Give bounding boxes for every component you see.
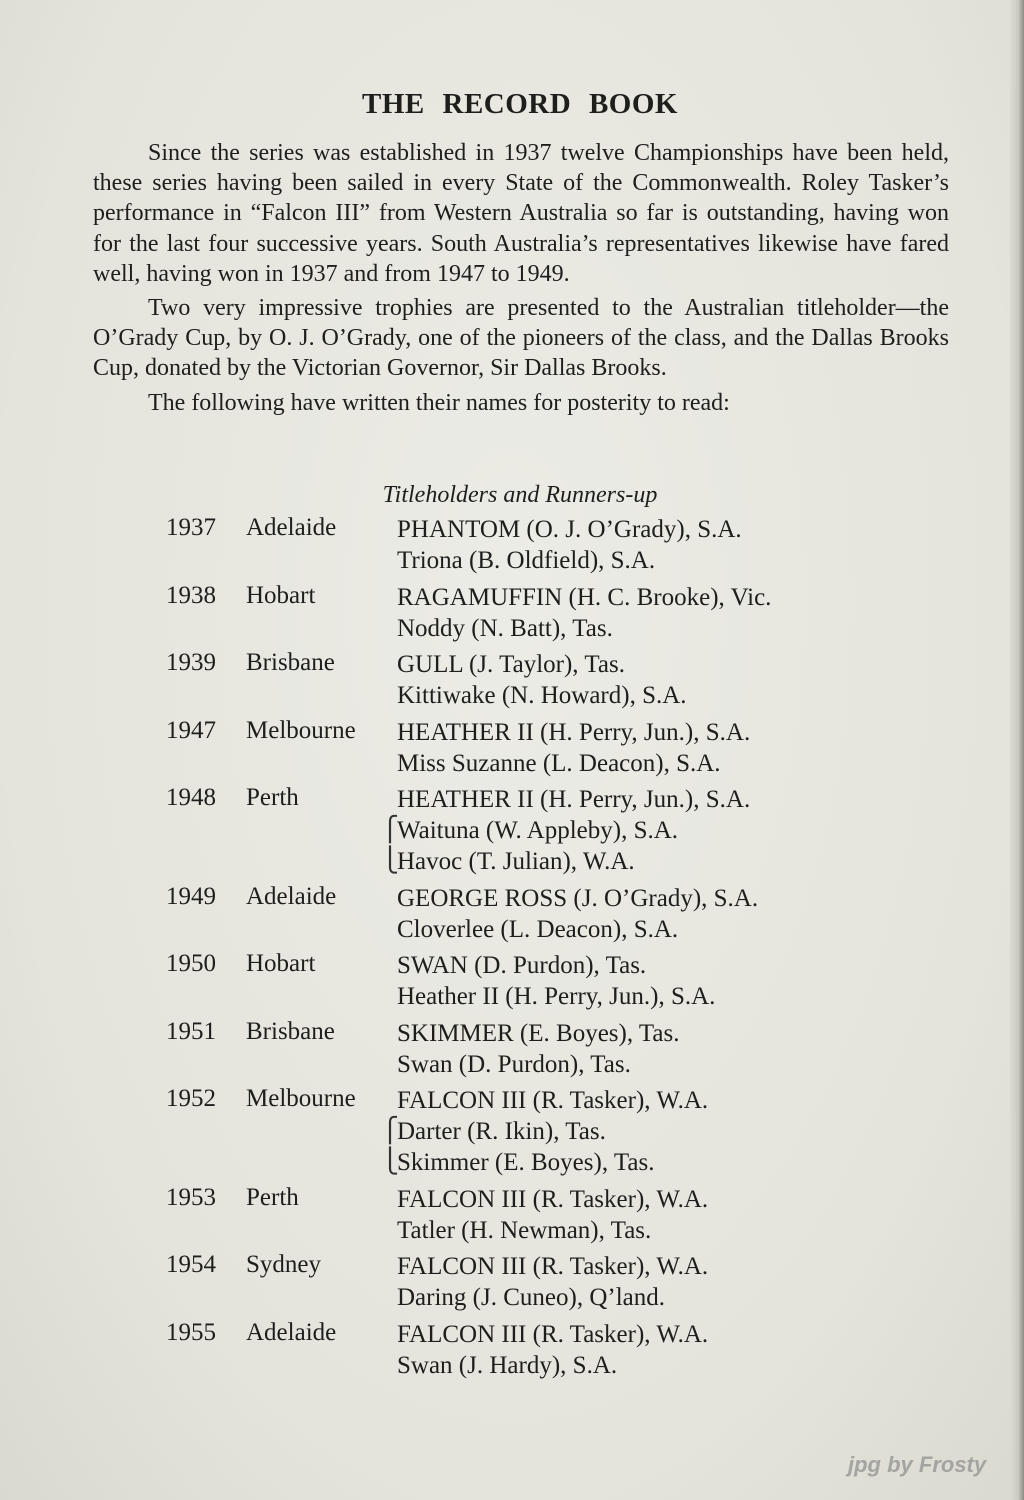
titleholder [397, 883, 886, 914]
record-year: 1950 [166, 950, 216, 977]
record-entries [397, 582, 886, 644]
entry-text: FALCON III (R. Tasker), W.A. [397, 1320, 709, 1348]
runner-up [397, 1350, 886, 1381]
record-entries [397, 1251, 886, 1313]
runner-up [397, 914, 886, 945]
record-year: 1948 [166, 784, 216, 811]
runner-up [397, 1215, 886, 1246]
titleholder [397, 1085, 886, 1116]
paragraph: The following have written their names for posterity to read: [148, 389, 730, 416]
record-row [166, 1184, 886, 1246]
entry-text: Cloverlee (L. Deacon), S.A. [397, 915, 679, 943]
record-row [166, 649, 886, 711]
record-year: 1949 [166, 882, 216, 910]
record-row [166, 784, 886, 877]
record-row [166, 1018, 886, 1080]
entry-text: GULL (J. Taylor), Tas. [397, 651, 625, 678]
page-title: THE RECORD BOOK [362, 88, 678, 120]
record-city: Adelaide [246, 514, 337, 541]
entry-text: FALCON III (R. Tasker), W.A. [397, 1087, 709, 1114]
record-year: 1939 [166, 649, 216, 676]
entry-text: Skimmer (E. Boyes), Tas. [397, 1149, 655, 1176]
titleholder [397, 1319, 886, 1350]
watermark: jpg by Frosty [848, 1452, 987, 1477]
records-table [166, 514, 886, 1386]
record-row [166, 1085, 886, 1178]
record-city: Sydney [246, 1251, 321, 1278]
entry-text: PHANTOM (O. J. O’Grady), S.A. [397, 516, 742, 543]
record-city: Perth [246, 1183, 299, 1211]
brace-mark: ⎩ [381, 848, 399, 874]
record-entries [381, 784, 886, 877]
record-entries [397, 649, 886, 711]
runner-up [397, 1282, 886, 1313]
record-row [166, 950, 886, 1012]
titleholder [397, 1018, 886, 1049]
runner-up [397, 613, 886, 644]
record-entries [397, 1184, 886, 1246]
record-row [166, 883, 886, 945]
entry-text: Waituna (W. Appleby), S.A. [397, 817, 679, 844]
entry-text: Kittiwake (N. Howard), S.A. [397, 682, 687, 709]
brace-mark: ⎧ [381, 1118, 399, 1144]
brace-mark: ⎩ [381, 1149, 399, 1175]
record-row [166, 514, 886, 576]
entry-text: Swan (J. Hardy), S.A. [397, 1351, 618, 1379]
record-entries [397, 883, 886, 945]
titleholder [397, 514, 886, 545]
record-city: Hobart [246, 581, 316, 609]
table-heading: Titleholders and Runners-up [382, 482, 658, 508]
record-row [166, 1251, 886, 1313]
titleholder [397, 1184, 886, 1215]
titleholder [397, 950, 886, 981]
record-year: 1953 [166, 1183, 216, 1211]
entry-text: Heather II (H. Perry, Jun.), S.A. [397, 983, 716, 1010]
entry-text: HEATHER II (H. Perry, Jun.), S.A. [397, 718, 751, 746]
record-entries [397, 950, 886, 1012]
entry-text: Miss Suzanne (L. Deacon), S.A. [397, 749, 721, 777]
entry-text: SKIMMER (E. Boyes), Tas. [397, 1019, 680, 1047]
record-city: Adelaide [246, 882, 337, 910]
titleholder [397, 582, 886, 613]
record-year: 1954 [166, 1251, 216, 1278]
entry-text: Triona (B. Oldfield), S.A. [397, 547, 656, 574]
record-city: Hobart [246, 950, 316, 977]
entry-text: FALCON III (R. Tasker), W.A. [397, 1185, 709, 1213]
record-city: Perth [246, 784, 299, 811]
entry-text: Daring (J. Cuneo), Q’land. [397, 1284, 665, 1311]
runner-up [381, 1116, 886, 1147]
record-city: Brisbane [246, 649, 335, 676]
record-city: Melbourne [246, 716, 356, 744]
entry-text: RAGAMUFFIN (H. C. Brooke), Vic. [397, 583, 772, 611]
record-entries [381, 1085, 886, 1178]
record-year: 1955 [166, 1318, 216, 1346]
runner-up [397, 981, 886, 1012]
record-year: 1952 [166, 1085, 216, 1112]
runner-up [397, 680, 886, 711]
body-text [93, 138, 949, 422]
runner-up [381, 815, 886, 846]
entry-text: GEORGE ROSS (J. O’Grady), S.A. [397, 884, 759, 912]
entry-text: Tatler (H. Newman), Tas. [397, 1216, 652, 1244]
runner-up [397, 748, 886, 779]
runner-up [397, 545, 886, 576]
entry-text: FALCON III (R. Tasker), W.A. [397, 1253, 709, 1280]
record-row [166, 717, 886, 779]
record-year: 1951 [166, 1017, 216, 1045]
record-city: Brisbane [246, 1017, 335, 1045]
record-year: 1937 [166, 514, 216, 541]
paragraph: Two very impressive trophies are presented to the Australian titleholder—the O’Grady Cup, by O. J. O’Grady, one of the pioneers of the class, and the Dallas Brooks Cup, donated by the Victorian Governor, Sir Dallas Brooks. [93, 295, 949, 382]
record-entries [397, 1018, 886, 1080]
record-city: Adelaide [246, 1318, 337, 1346]
record-city: Melbourne [246, 1085, 356, 1112]
runner-up [397, 1049, 886, 1080]
brace-mark: ⎧ [381, 817, 399, 843]
entry-text: HEATHER II (H. Perry, Jun.), S.A. [397, 786, 751, 813]
record-entries [397, 514, 886, 576]
entry-text: SWAN (D. Purdon), Tas. [397, 952, 647, 979]
titleholder [397, 784, 886, 815]
record-row [166, 582, 886, 644]
entry-text: Havoc (T. Julian), W.A. [397, 848, 635, 875]
entry-text: Darter (R. Ikin), Tas. [397, 1118, 606, 1145]
record-row [166, 1319, 886, 1381]
runner-up [381, 846, 886, 877]
titleholder [397, 1251, 886, 1282]
record-year: 1938 [166, 581, 216, 609]
entry-text: Noddy (N. Batt), Tas. [397, 614, 613, 642]
entry-text: Swan (D. Purdon), Tas. [397, 1050, 631, 1078]
paragraph: Since the series was established in 1937 twelve Championships have been held, these series having been sailed in every State of the Commonwealth. Roley Tasker’s performance in “Falcon III” from Western Australia so far is outstanding, having won for the last four successive years. South Australia’s representatives likewise have fared well, having won in 1937 and from 1947 to 1949. [93, 140, 949, 287]
page-edge [1010, 0, 1024, 1500]
record-year: 1947 [166, 716, 216, 744]
titleholder [397, 717, 886, 748]
runner-up [381, 1147, 886, 1178]
record-entries [397, 1319, 886, 1381]
titleholder [397, 649, 886, 680]
record-entries [397, 717, 886, 779]
